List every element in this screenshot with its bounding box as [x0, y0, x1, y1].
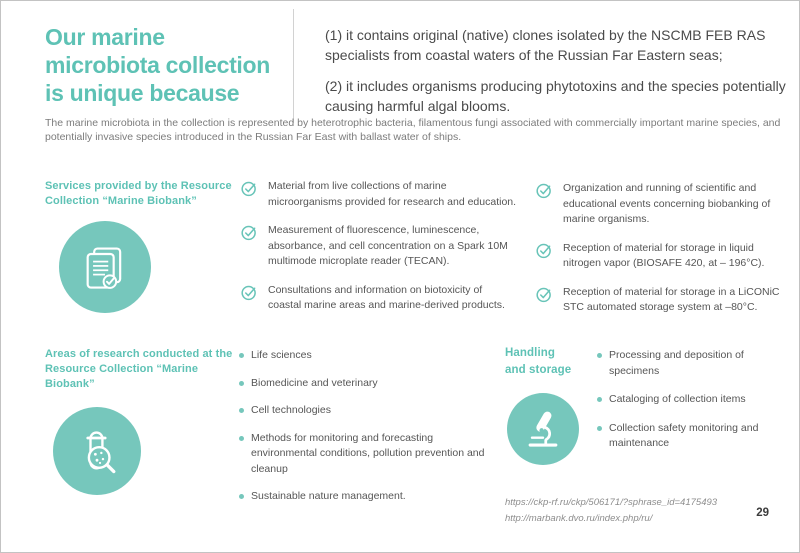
dot-bullet-icon — [597, 353, 602, 358]
footer-links — [505, 495, 717, 527]
dot-bullet-icon — [239, 353, 244, 358]
services-list-right — [536, 181, 788, 329]
services-section-title: Services provided by the Resource Collection “Marine Biobank” — [45, 180, 232, 207]
check-circle-icon — [241, 284, 258, 301]
list-item — [239, 403, 497, 419]
list-item — [536, 181, 788, 228]
areas-section-title: Areas of research conducted at the Resource Collection “Marine Biobank” — [45, 348, 233, 390]
testtube-magnifier-icon — [53, 407, 141, 495]
unique-point-2: (2) it includes organisms producing phytotoxins and the species potentially causing harmful algal blooms. — [325, 78, 786, 114]
handling-item-text: Processing and deposition of specimens — [609, 349, 744, 377]
dot-bullet-icon — [239, 494, 244, 499]
unique-point-1: (1) it contains original (native) clones isolated by the NSCMB FEB RAS specialists from coastal waters of the Russian Far Eastern seas; — [325, 27, 766, 63]
list-item — [241, 223, 517, 270]
area-item-text: Methods for monitoring and forecasting environmental conditions, pollution prevention and cleanup — [251, 431, 485, 475]
page-title-line2: microbiota collection — [45, 52, 271, 78]
service-item-text: Reception of material for storage in a LiCONiC STC automated storage system at –80°C. — [563, 285, 780, 313]
list-item — [241, 179, 517, 210]
service-item-text: Measurement of fluorescence, luminescence, absorbance, and cell concentration on a Spark 10M multimode microplate reader (TECAN). — [268, 224, 508, 267]
list-item — [241, 283, 517, 314]
service-item-text: Material from live collections of marine microorganisms provided for research and education. — [268, 180, 517, 208]
microscope-icon — [507, 393, 579, 465]
dot-bullet-icon — [239, 381, 244, 386]
intro-paragraph: The marine microbiota in the collection is represented by heterotrophic bacteria, filamentous fungi associated with commercially important marine species, and potentially invasive species introduced in the Russian Far East with ballast water of ships. — [45, 117, 781, 143]
handling-title-line2: and storage — [505, 364, 572, 376]
list-item — [239, 348, 497, 364]
check-circle-icon — [241, 224, 258, 241]
page-title-line3: is unique because — [45, 80, 240, 106]
handling-item-text: Cataloging of collection items — [609, 393, 746, 405]
area-item-text: Cell technologies — [251, 404, 331, 416]
check-circle-icon — [241, 180, 258, 197]
list-item — [536, 241, 788, 272]
documents-check-icon — [59, 221, 151, 313]
area-item-text: Biomedicine and veterinary — [251, 376, 378, 389]
list-item — [239, 376, 497, 392]
handling-title-line1: Handling — [505, 347, 555, 359]
page-title-line1: Our marine — [45, 24, 165, 50]
dot-bullet-icon — [597, 397, 602, 402]
header-divider — [293, 9, 294, 123]
dot-bullet-icon — [239, 408, 244, 413]
list-item — [536, 285, 788, 316]
handling-item-text: Collection safety monitoring and maintenance — [609, 421, 759, 449]
list-item — [597, 421, 793, 452]
header-points — [325, 25, 787, 116]
services-list-left — [241, 179, 517, 327]
list-item — [239, 431, 497, 478]
list-item — [239, 489, 497, 505]
service-item-text: Reception of material for storage in liquid nitrogen vapor (BIOSAFE 420, at – 196°C). — [563, 241, 765, 269]
handling-list — [597, 348, 793, 465]
check-circle-icon — [536, 242, 553, 259]
area-item-text: Sustainable nature management. — [251, 490, 406, 502]
source-link[interactable]: http://marbank.dvo.ru/index.php/ru/ — [505, 513, 653, 524]
source-link[interactable]: https://ckp-rf.ru/ckp/506171/?sphrase_id=4175493 — [505, 497, 718, 508]
page-title — [45, 23, 305, 107]
page-number: 29 — [756, 507, 769, 519]
dot-bullet-icon — [597, 426, 602, 431]
check-circle-icon — [536, 182, 553, 199]
service-item-text: Consultations and information on biotoxicity of coastal marine areas and marine-derived products. — [268, 283, 505, 311]
check-circle-icon — [536, 286, 553, 303]
area-item-text: Life sciences — [251, 349, 312, 361]
handling-section-title — [505, 345, 597, 379]
list-item — [597, 348, 793, 379]
service-item-text: Organization and running of scientific and educational events concerning biobanking of marine organisms. — [563, 182, 771, 225]
list-item — [597, 392, 793, 408]
dot-bullet-icon — [239, 436, 244, 441]
areas-list — [239, 348, 497, 517]
